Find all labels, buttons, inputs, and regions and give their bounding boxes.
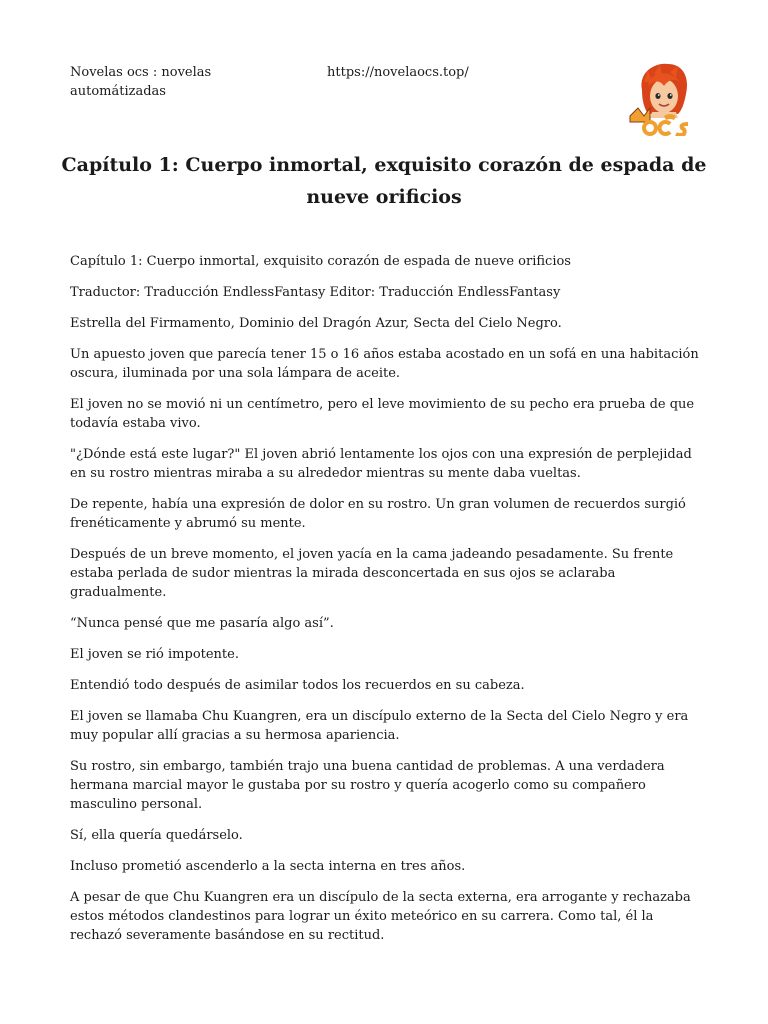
paragraph: Un apuesto joven que parecía tener 15 o 16 años estaba acostado en un sofá en una habitación oscura, iluminada por una sola lámpara de aceite. (70, 347, 699, 381)
paragraph: El joven se llamaba Chu Kuangren, era un discípulo externo de la Secta del Cielo Negro y era muy popular allí gracias a su hermosa apariencia. (70, 709, 689, 743)
paragraph: El joven se rió impotente. (70, 647, 239, 662)
chapter-body (70, 252, 700, 957)
chapter-title: Capítulo 1: Cuerpo inmortal, exquisito corazón de espada de nueve orificios (61, 154, 707, 208)
paragraph: Estrella del Firmamento, Dominio del Dragón Azur, Secta del Cielo Negro. (70, 316, 562, 331)
paragraph-chapter-heading: Capítulo 1: Cuerpo inmortal, exquisito corazón de espada de nueve orificios (70, 254, 571, 269)
site-name: Novelas ocs : novelas automátizadas (70, 65, 212, 99)
paragraph: A pesar de que Chu Kuangren era un discípulo de la secta externa, era arrogante y rechazaba estos métodos clandestinos para lograr un éxito meteórico en su carrera. Como tal, él la rechazó severamente basándose en su rectitud. (70, 890, 691, 943)
site-url: https://novelaocs.top/ (327, 65, 469, 80)
paragraph: “Nunca pensé que me pasaría algo así”. (70, 616, 334, 631)
paragraph: Su rostro, sin embargo, también trajo una buena cantidad de problemas. A una verdadera hermana marcial mayor le gustaba por su rostro y quería acogerlo como su compañero masculino personal. (70, 759, 665, 812)
paragraph: "¿Dónde está este lugar?" El joven abrió lentamente los ojos con una expresión de perplejidad en su rostro mientras miraba a su alrededor mientras su mente daba vueltas. (70, 447, 692, 481)
paragraph: De repente, había una expresión de dolor en su rostro. Un gran volumen de recuerdos surgió frenéticamente y abrumó su mente. (70, 497, 686, 531)
paragraph: Sí, ella quería quedárselo. (70, 828, 243, 843)
paragraph: Después de un breve momento, el joven yacía en la cama jadeando pesadamente. Su frente estaba perlada de sudor mientras la mirada desconcertada en sus ojos se aclaraba gradualmente. (70, 547, 674, 600)
site-logo (624, 60, 702, 136)
paragraph-translator: Traductor: Traducción EndlessFantasy Editor: Traducción EndlessFantasy (70, 285, 561, 300)
paragraph: El joven no se movió ni un centímetro, pero el leve movimiento de su pecho era prueba de que todavía estaba vivo. (70, 397, 695, 431)
paragraph: Incluso prometió ascenderlo a la secta interna en tres años. (70, 859, 466, 874)
logo-graphic (624, 60, 702, 136)
paragraph: Entendió todo después de asimilar todos los recuerdos en su cabeza. (70, 678, 525, 693)
